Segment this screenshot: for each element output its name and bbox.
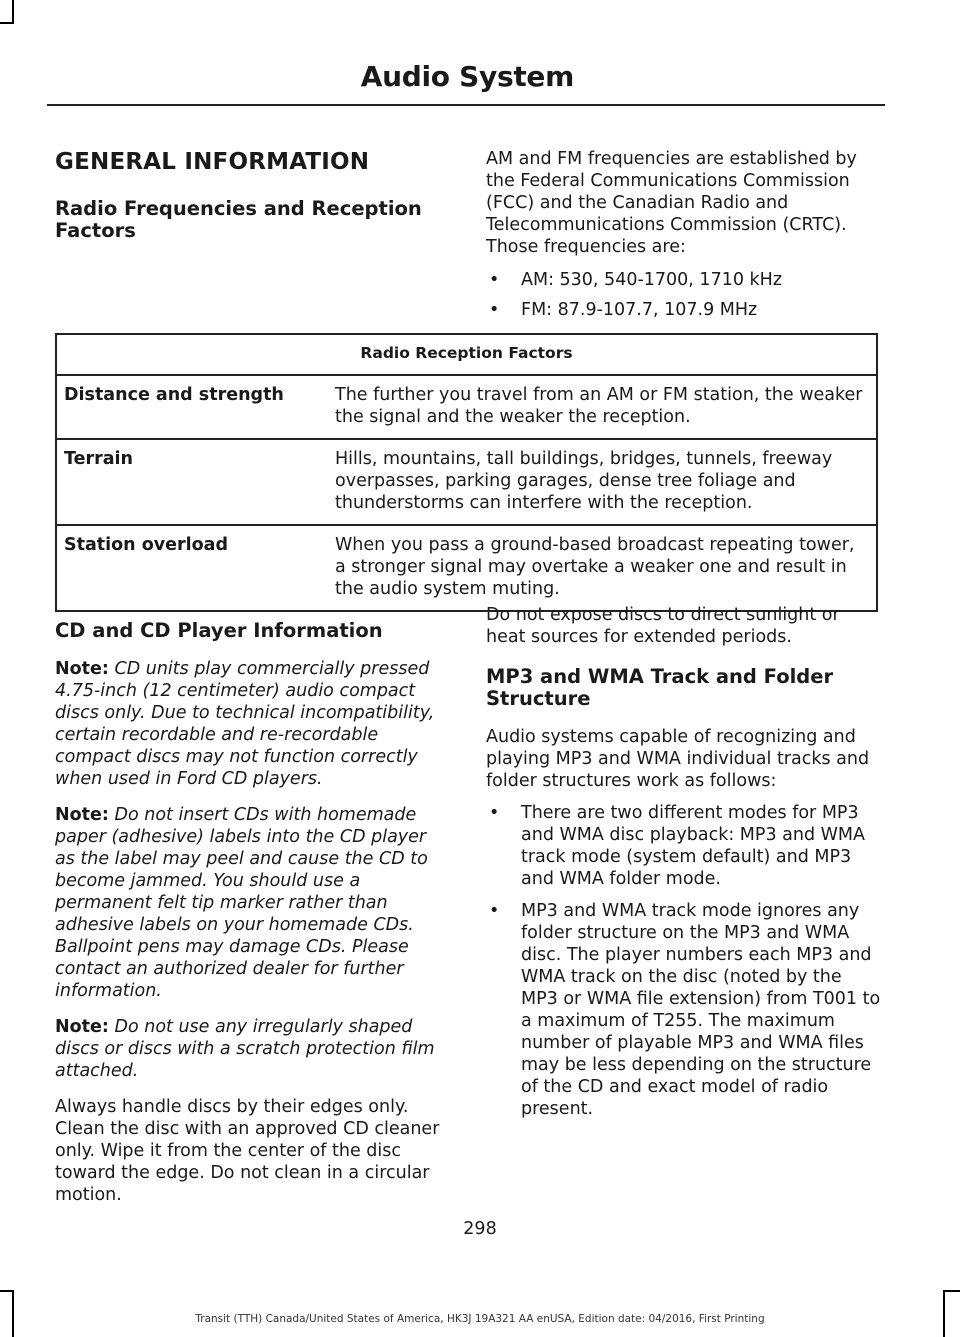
top-right-column xyxy=(486,148,881,329)
factor-description: When you pass a ground-based broadcast repeating tower, a stronger signal may overtake a weaker one and result in the audio system muting. xyxy=(325,525,877,611)
frequencies-intro: AM and FM frequencies are established by the Federal Communications Commission (FCC) and the Canadian Radio and Telecommunications Commission (CRTC). Those frequencies are: xyxy=(486,149,857,257)
bullet-icon: • xyxy=(489,300,500,320)
cd-heading: CD and CD Player Information xyxy=(55,619,383,642)
footer-text: Transit (TTH) Canada/United States of America, HK3J 19A321 AA enUSA, Edition date: 04/2016, First Printing xyxy=(195,1313,765,1325)
table-header-row xyxy=(56,334,877,375)
list-item: • FM: 87.9-107.7, 107.9 MHz xyxy=(489,300,758,320)
section-title: GENERAL INFORMATION xyxy=(55,149,370,175)
crop-mark xyxy=(943,1290,960,1292)
bullet-icon: • xyxy=(489,803,500,823)
bottom-left-column xyxy=(55,620,450,1220)
radio-reception-factors-table xyxy=(55,333,878,612)
cd-note: Note: Do not insert CDs with homemade paper (adhesive) labels into the CD player as the label may peel and cause the CD to become jammed. You should use a permanent felt tip marker rather than adhesive labels on your homemade CDs. Ballpoint pens may damage CDs. Please contact an authorized dealer for further information. xyxy=(55,805,428,1001)
cd-note: Note: Do not use any irregularly shaped discs or discs with a scratch protection film attached. xyxy=(55,1017,435,1081)
list-item: • There are two different modes for MP3 and WMA disc playback: MP3 and WMA track mode (system default) and MP3 and WMA folder mode. xyxy=(489,803,866,889)
page-header-title: Audio System xyxy=(360,60,574,93)
crop-mark xyxy=(0,1290,14,1292)
list-item: • MP3 and WMA track mode ignores any folder structure on the MP3 and WMA disc. The player numbers each MP3 and WMA track on the disc (noted by the MP3 or WMA file extension) from T001 to a maximum of T255. The maximum number of playable MP3 and WMA files may be less depending on the structure of the CD and exact model of radio present. xyxy=(489,901,881,1119)
mp3-wma-heading: MP3 and WMA Track and Folder Structure xyxy=(486,665,834,710)
factor-label: Distance and strength xyxy=(56,375,325,439)
bullet-icon: • xyxy=(489,901,500,921)
list-item: • AM: 530, 540-1700, 1710 kHz xyxy=(489,270,783,290)
factor-label: Terrain xyxy=(56,439,325,525)
mp3-wma-list xyxy=(486,802,881,1120)
cd-sunlight-text: Do not expose discs to direct sunlight or heat sources for extended periods. xyxy=(486,605,840,647)
note-label: Note: xyxy=(55,659,109,679)
table-row xyxy=(56,439,877,525)
header-rule xyxy=(47,104,885,106)
crop-mark xyxy=(12,0,14,22)
note-label: Note: xyxy=(55,1017,109,1037)
bottom-right-column xyxy=(486,604,881,1128)
radio-frequencies-heading: Radio Frequencies and Reception Factors xyxy=(55,197,422,242)
cd-note: Note: CD units play commercially pressed 4.75-inch (12 centimeter) audio compact discs only. Due to technical incompatibility, certain recordable and re-recordable compact discs may not function correctly when used in Ford CD players. xyxy=(55,659,435,789)
bullet-icon: • xyxy=(489,270,500,290)
page-number: 298 xyxy=(463,1219,497,1239)
cd-handling-text: Always handle discs by their edges only. Clean the disc with an approved CD cleaner only. Wipe it from the center of the disc toward the edge. Do not clean in a circular motion. xyxy=(55,1097,440,1205)
table-row xyxy=(56,525,877,611)
table-title: Radio Reception Factors xyxy=(56,334,877,375)
factor-description: Hills, mountains, tall buildings, bridges, tunnels, freeway overpasses, parking garages, dense tree foliage and thunderstorms can interfere with the reception. xyxy=(325,439,877,525)
top-left-column xyxy=(55,148,450,258)
table-row xyxy=(56,375,877,439)
note-label: Note: xyxy=(55,805,109,825)
factor-description: The further you travel from an AM or FM station, the weaker the signal and the weaker the reception. xyxy=(325,375,877,439)
factor-label: Station overload xyxy=(56,525,325,611)
mp3-wma-intro: Audio systems capable of recognizing and playing MP3 and WMA individual tracks and folder structures work as follows: xyxy=(486,727,870,791)
crop-mark xyxy=(0,22,14,24)
frequency-list xyxy=(486,269,881,321)
